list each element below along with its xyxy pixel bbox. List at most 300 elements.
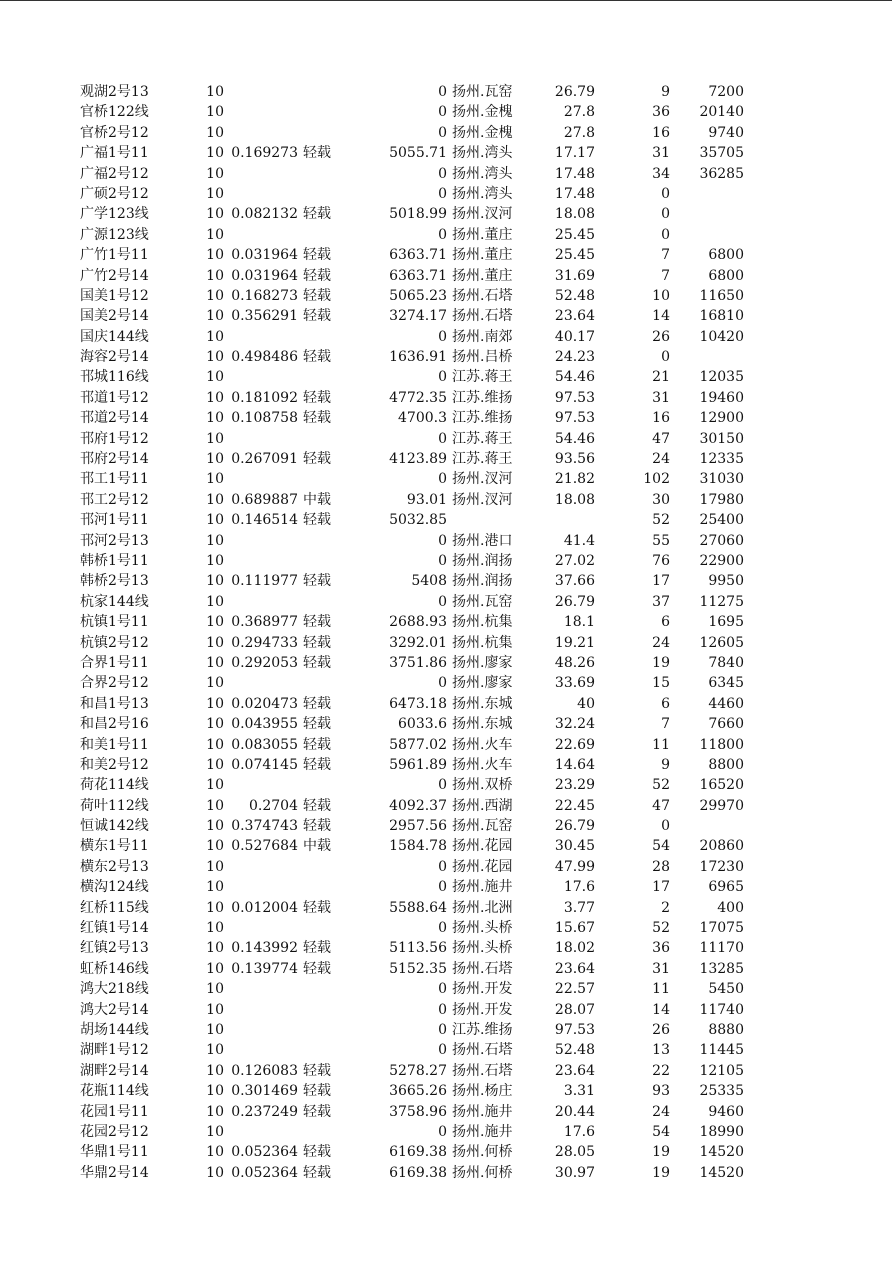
load-rate-cell: 0.031964 xyxy=(231,267,298,284)
substation-cell: 江苏.维扬 xyxy=(452,1021,513,1038)
load-status-cell: 轻载 xyxy=(303,287,331,304)
line-name-cell: 邗河2号13 xyxy=(80,532,149,549)
voltage-cell: 10 xyxy=(206,1103,224,1120)
count-cell: 9 xyxy=(661,84,670,100)
kva-cell: 18990 xyxy=(699,1123,744,1140)
substation-cell: 扬州.石塔 xyxy=(452,960,513,977)
capacity-cell: 0 xyxy=(438,879,447,896)
voltage-cell: 10 xyxy=(206,471,224,488)
substation-cell: 扬州.杭集 xyxy=(452,634,513,651)
table-row xyxy=(0,1163,892,1183)
substation-cell: 扬州.石塔 xyxy=(452,287,513,304)
load-rate-cell xyxy=(226,775,298,795)
voltage-cell: 10 xyxy=(206,185,224,202)
capacity-cell: 3274.17 xyxy=(389,308,447,325)
load-rate-cell xyxy=(226,1000,298,1020)
length-cell: 47.99 xyxy=(554,858,595,875)
load-status-cell xyxy=(303,1020,339,1040)
load-status-cell xyxy=(303,469,339,489)
line-name-cell: 邗府1号12 xyxy=(80,430,149,447)
length-cell: 22.45 xyxy=(554,797,595,814)
count-cell: 14 xyxy=(652,308,670,325)
voltage-cell: 10 xyxy=(206,552,224,569)
length-cell: 52.48 xyxy=(554,287,595,304)
line-name-cell: 杭镇2号12 xyxy=(80,634,149,651)
count-cell: 19 xyxy=(652,654,670,671)
length-cell: 23.64 xyxy=(554,960,595,977)
load-status-cell xyxy=(303,367,339,387)
kva-cell: 9740 xyxy=(708,124,744,141)
load-status-cell xyxy=(303,429,339,449)
substation-cell: 扬州.施井 xyxy=(452,1103,513,1120)
line-name-cell: 邗府2号14 xyxy=(80,451,149,468)
load-rate-cell: 0.356291 xyxy=(231,308,298,325)
line-name-cell: 海容2号14 xyxy=(80,349,149,366)
capacity-cell: 0 xyxy=(438,84,447,100)
count-cell: 47 xyxy=(652,797,670,814)
line-name-cell: 邗城116线 xyxy=(80,369,149,386)
table-row xyxy=(0,143,892,163)
count-cell: 2 xyxy=(661,899,670,916)
load-status-cell: 轻载 xyxy=(303,614,331,631)
length-cell: 17.17 xyxy=(554,145,595,162)
capacity-cell: 0 xyxy=(438,226,447,243)
table-row xyxy=(0,164,892,184)
line-name-cell: 合界1号11 xyxy=(80,654,149,671)
voltage-cell: 10 xyxy=(206,247,224,264)
line-name-cell: 合界2号12 xyxy=(80,675,149,692)
length-cell: 26.79 xyxy=(554,84,595,100)
load-status-cell xyxy=(303,82,339,102)
capacity-cell: 5065.23 xyxy=(389,287,447,304)
count-cell: 14 xyxy=(652,1001,670,1018)
table-row xyxy=(0,571,892,591)
voltage-cell: 10 xyxy=(206,981,224,998)
substation-cell: 扬州.汊河 xyxy=(452,471,513,488)
line-name-cell: 花园2号12 xyxy=(80,1123,149,1140)
substation-cell: 扬州.汊河 xyxy=(452,206,513,223)
length-cell: 28.05 xyxy=(554,1144,595,1161)
substation-cell: 扬州.杭集 xyxy=(452,614,513,631)
table-row xyxy=(0,551,892,571)
substation-cell: 扬州.润扬 xyxy=(452,552,513,569)
capacity-cell: 6473.18 xyxy=(389,695,447,712)
kva-cell: 19460 xyxy=(699,389,744,406)
voltage-cell: 10 xyxy=(206,328,224,345)
substation-cell: 扬州.董庄 xyxy=(452,247,513,264)
kva-cell: 9460 xyxy=(708,1103,744,1120)
load-rate-cell xyxy=(226,429,298,449)
load-status-cell: 轻载 xyxy=(303,756,331,773)
length-cell: 18.1 xyxy=(563,614,595,631)
count-cell: 24 xyxy=(652,634,670,651)
voltage-cell: 10 xyxy=(206,308,224,325)
line-name-cell: 杭镇1号11 xyxy=(80,614,149,631)
line-name-cell: 国美2号14 xyxy=(80,308,149,325)
line-name-cell: 广源123线 xyxy=(80,226,149,243)
load-rate-cell: 0.052364 xyxy=(231,1144,298,1161)
capacity-cell: 0 xyxy=(438,552,447,569)
voltage-cell: 10 xyxy=(206,756,224,773)
load-rate-cell: 0.498486 xyxy=(231,349,298,366)
capacity-cell: 5152.35 xyxy=(389,960,447,977)
line-name-cell: 湖畔2号14 xyxy=(80,1062,149,1079)
substation-cell: 扬州.金槐 xyxy=(452,124,513,141)
table-row xyxy=(0,673,892,693)
length-cell: 97.53 xyxy=(554,389,595,406)
capacity-cell: 1636.91 xyxy=(389,349,447,366)
voltage-cell: 10 xyxy=(206,369,224,386)
table-row xyxy=(0,408,892,428)
voltage-cell: 10 xyxy=(206,226,224,243)
count-cell: 7 xyxy=(661,716,670,733)
length-cell: 20.44 xyxy=(554,1103,595,1120)
length-cell: 54.46 xyxy=(554,369,595,386)
kva-cell: 35705 xyxy=(699,145,744,162)
length-cell: 97.53 xyxy=(554,1021,595,1038)
kva-cell: 12900 xyxy=(699,410,744,427)
substation-cell: 江苏.维扬 xyxy=(452,389,513,406)
load-status-cell: 轻载 xyxy=(303,695,331,712)
count-cell: 54 xyxy=(652,838,670,855)
capacity-cell: 5877.02 xyxy=(389,736,447,753)
count-cell: 9 xyxy=(661,756,670,773)
substation-cell: 扬州.杨庄 xyxy=(452,1083,513,1100)
load-rate-cell xyxy=(226,531,298,551)
load-status-cell xyxy=(303,918,339,938)
line-name-cell: 邗道2号14 xyxy=(80,410,149,427)
load-rate-cell: 0.043955 xyxy=(231,716,298,733)
voltage-cell: 10 xyxy=(206,145,224,162)
line-name-cell: 广福1号11 xyxy=(80,145,149,162)
load-status-cell xyxy=(303,979,339,999)
count-cell: 15 xyxy=(652,675,670,692)
voltage-cell: 10 xyxy=(206,736,224,753)
count-cell: 30 xyxy=(652,491,670,508)
capacity-cell: 93.01 xyxy=(406,491,447,508)
table-row xyxy=(0,184,892,204)
capacity-cell: 2688.93 xyxy=(389,614,447,631)
voltage-cell: 10 xyxy=(206,410,224,427)
count-cell: 52 xyxy=(652,920,670,937)
substation-cell: 江苏.蒋王 xyxy=(452,369,513,386)
capacity-cell: 5113.56 xyxy=(389,940,447,957)
line-name-cell: 红桥115线 xyxy=(80,899,149,916)
kva-cell: 4460 xyxy=(708,695,744,712)
table-row xyxy=(0,755,892,775)
substation-cell: 扬州.开发 xyxy=(452,1001,513,1018)
count-cell: 0 xyxy=(661,185,670,202)
table-row xyxy=(0,959,892,979)
capacity-cell: 0 xyxy=(438,675,447,692)
capacity-cell: 6033.6 xyxy=(398,716,447,733)
load-rate-cell xyxy=(226,877,298,897)
table-row xyxy=(0,735,892,755)
table-row xyxy=(0,1142,892,1162)
count-cell: 26 xyxy=(652,328,670,345)
load-status-cell xyxy=(303,184,339,204)
load-rate-cell: 0.143992 xyxy=(231,940,298,957)
voltage-cell: 10 xyxy=(206,1001,224,1018)
capacity-cell: 0 xyxy=(438,185,447,202)
capacity-cell: 0 xyxy=(438,858,447,875)
substation-cell: 扬州.西湖 xyxy=(452,797,513,814)
load-status-cell: 轻载 xyxy=(303,410,331,427)
load-rate-cell: 0.108758 xyxy=(231,410,298,427)
voltage-cell: 10 xyxy=(206,1144,224,1161)
count-cell: 6 xyxy=(661,614,670,631)
substation-cell: 扬州.花园 xyxy=(452,858,513,875)
line-name-cell: 邗道1号12 xyxy=(80,389,149,406)
kva-cell: 36285 xyxy=(699,165,744,182)
capacity-cell: 6363.71 xyxy=(389,247,447,264)
kva-cell: 16520 xyxy=(699,777,744,794)
table-row xyxy=(0,490,892,510)
kva-cell: 13285 xyxy=(699,960,744,977)
table-row xyxy=(0,102,892,122)
kva-cell: 11445 xyxy=(699,1042,744,1059)
kva-cell: 17230 xyxy=(699,858,744,875)
count-cell: 36 xyxy=(652,940,670,957)
substation-cell: 扬州.开发 xyxy=(452,981,513,998)
load-rate-cell: 0.082132 xyxy=(231,206,298,223)
count-cell: 17 xyxy=(652,573,670,590)
voltage-cell: 10 xyxy=(206,206,224,223)
capacity-cell: 5408 xyxy=(411,573,447,590)
load-rate-cell xyxy=(226,979,298,999)
table-row xyxy=(0,1061,892,1081)
kva-cell: 7840 xyxy=(708,654,744,671)
capacity-cell: 1584.78 xyxy=(389,838,447,855)
substation-cell: 扬州.头桥 xyxy=(452,920,513,937)
voltage-cell: 10 xyxy=(206,84,224,100)
table-row xyxy=(0,1040,892,1060)
voltage-cell: 10 xyxy=(206,389,224,406)
kva-cell: 6800 xyxy=(708,267,744,284)
count-cell: 31 xyxy=(652,389,670,406)
line-name-cell: 荷花114线 xyxy=(80,777,149,794)
load-status-cell xyxy=(303,592,339,612)
table-row xyxy=(0,653,892,673)
voltage-cell: 10 xyxy=(206,104,224,121)
kva-cell: 1695 xyxy=(708,614,744,631)
load-rate-cell xyxy=(226,469,298,489)
load-rate-cell: 0.169273 xyxy=(231,145,298,162)
kva-cell: 14520 xyxy=(699,1164,744,1181)
voltage-cell: 10 xyxy=(206,940,224,957)
load-status-cell: 轻载 xyxy=(303,1103,331,1120)
table-row xyxy=(0,979,892,999)
voltage-cell: 10 xyxy=(206,287,224,304)
spreadsheet-body xyxy=(0,82,892,1183)
load-status-cell: 轻载 xyxy=(303,267,331,284)
load-rate-cell xyxy=(226,123,298,143)
length-cell: 31.69 xyxy=(554,267,595,284)
line-name-cell: 华鼎2号14 xyxy=(80,1164,149,1181)
capacity-cell: 0 xyxy=(438,532,447,549)
kva-cell: 30150 xyxy=(699,430,744,447)
kva-cell: 12605 xyxy=(699,634,744,651)
table-row xyxy=(0,1081,892,1101)
kva-cell: 9950 xyxy=(708,573,744,590)
line-name-cell: 胡场144线 xyxy=(80,1021,149,1038)
kva-cell: 8880 xyxy=(708,1021,744,1038)
table-row xyxy=(0,857,892,877)
capacity-cell: 0 xyxy=(438,471,447,488)
line-name-cell: 红镇1号14 xyxy=(80,920,149,937)
kva-cell: 31030 xyxy=(699,471,744,488)
line-name-cell: 观湖2号13 xyxy=(80,84,149,100)
load-status-cell: 轻载 xyxy=(303,206,331,223)
count-cell: 52 xyxy=(652,777,670,794)
capacity-cell: 3758.96 xyxy=(389,1103,447,1120)
substation-cell: 扬州.石塔 xyxy=(452,1062,513,1079)
load-status-cell: 轻载 xyxy=(303,349,331,366)
table-row xyxy=(0,1000,892,1020)
length-cell: 26.79 xyxy=(554,593,595,610)
length-cell: 32.24 xyxy=(554,716,595,733)
length-cell: 54.46 xyxy=(554,430,595,447)
count-cell: 31 xyxy=(652,145,670,162)
voltage-cell: 10 xyxy=(206,512,224,529)
substation-cell: 扬州.东城 xyxy=(452,716,513,733)
capacity-cell: 5961.89 xyxy=(389,756,447,773)
kva-cell xyxy=(674,184,744,204)
capacity-cell: 4700.3 xyxy=(398,410,447,427)
line-name-cell: 横东2号13 xyxy=(80,858,149,875)
count-cell: 31 xyxy=(652,960,670,977)
load-rate-cell xyxy=(226,551,298,571)
load-status-cell xyxy=(303,673,339,693)
load-status-cell xyxy=(303,551,339,571)
kva-cell: 11650 xyxy=(699,287,744,304)
load-status-cell: 轻载 xyxy=(303,940,331,957)
length-cell: 3.31 xyxy=(563,1083,595,1100)
voltage-cell: 10 xyxy=(206,675,224,692)
substation-cell: 扬州.湾头 xyxy=(452,185,513,202)
table-row xyxy=(0,204,892,224)
count-cell: 102 xyxy=(643,471,670,488)
load-status-cell xyxy=(303,877,339,897)
voltage-cell: 10 xyxy=(206,573,224,590)
load-rate-cell: 0.527684 xyxy=(231,838,298,855)
count-cell: 11 xyxy=(652,981,670,998)
load-rate-cell: 0.301469 xyxy=(231,1083,298,1100)
table-row xyxy=(0,633,892,653)
line-name-cell: 恒诚142线 xyxy=(80,818,149,835)
voltage-cell: 10 xyxy=(206,777,224,794)
table-row xyxy=(0,123,892,143)
length-cell: 23.29 xyxy=(554,777,595,794)
length-cell: 52.48 xyxy=(554,1042,595,1059)
voltage-cell: 10 xyxy=(206,267,224,284)
kva-cell: 400 xyxy=(717,899,744,916)
load-rate-cell xyxy=(226,102,298,122)
table-row xyxy=(0,816,892,836)
kva-cell: 12105 xyxy=(699,1062,744,1079)
capacity-cell: 5018.99 xyxy=(389,206,447,223)
length-cell: 37.66 xyxy=(554,573,595,590)
line-name-cell: 邗河1号11 xyxy=(80,512,149,529)
kva-cell: 6345 xyxy=(708,675,744,692)
voltage-cell: 10 xyxy=(206,593,224,610)
voltage-cell: 10 xyxy=(206,614,224,631)
length-cell: 22.69 xyxy=(554,736,595,753)
length-cell: 41.4 xyxy=(563,532,595,549)
load-rate-cell xyxy=(226,327,298,347)
count-cell: 24 xyxy=(652,451,670,468)
length-cell: 48.26 xyxy=(554,654,595,671)
load-status-cell: 轻载 xyxy=(303,654,331,671)
count-cell: 26 xyxy=(652,1021,670,1038)
kva-cell: 11170 xyxy=(699,940,744,957)
line-name-cell: 和昌1号13 xyxy=(80,695,149,712)
length-cell: 33.69 xyxy=(554,675,595,692)
length-cell: 21.82 xyxy=(554,471,595,488)
substation-cell: 扬州.汊河 xyxy=(452,491,513,508)
table-row xyxy=(0,449,892,469)
load-rate-cell xyxy=(226,673,298,693)
substation-cell: 扬州.董庄 xyxy=(452,226,513,243)
load-status-cell: 轻载 xyxy=(303,1083,331,1100)
length-cell: 28.07 xyxy=(554,1001,595,1018)
load-status-cell: 中载 xyxy=(303,491,331,508)
length-cell: 17.48 xyxy=(554,165,595,182)
substation-cell: 扬州.何桥 xyxy=(452,1144,513,1161)
count-cell: 93 xyxy=(652,1083,670,1100)
table-row xyxy=(0,836,892,856)
load-rate-cell: 0.126083 xyxy=(231,1062,298,1079)
voltage-cell: 10 xyxy=(206,695,224,712)
length-cell: 22.57 xyxy=(554,981,595,998)
load-status-cell: 轻载 xyxy=(303,451,331,468)
load-rate-cell: 0.368977 xyxy=(231,614,298,631)
line-name-cell: 邗工2号12 xyxy=(80,491,149,508)
table-row xyxy=(0,286,892,306)
substation-cell: 扬州.施井 xyxy=(452,1123,513,1140)
kva-cell: 25400 xyxy=(699,512,744,529)
substation-cell: 扬州.润扬 xyxy=(452,573,513,590)
kva-cell xyxy=(674,204,744,224)
load-rate-cell: 0.012004 xyxy=(231,899,298,916)
load-status-cell: 轻载 xyxy=(303,634,331,651)
table-row xyxy=(0,796,892,816)
table-row xyxy=(0,1020,892,1040)
table-row xyxy=(0,225,892,245)
kva-cell: 20860 xyxy=(699,838,744,855)
line-name-cell: 广竹1号11 xyxy=(80,247,149,264)
capacity-cell: 2957.56 xyxy=(389,818,447,835)
capacity-cell: 4092.37 xyxy=(389,797,447,814)
kva-cell: 11275 xyxy=(699,593,744,610)
voltage-cell: 10 xyxy=(206,349,224,366)
load-status-cell: 轻载 xyxy=(303,960,331,977)
count-cell: 34 xyxy=(652,165,670,182)
substation-cell: 扬州.廖家 xyxy=(452,654,513,671)
table-row xyxy=(0,714,892,734)
line-name-cell: 花瓶114线 xyxy=(80,1083,149,1100)
load-status-cell xyxy=(303,123,339,143)
load-status-cell xyxy=(303,1000,339,1020)
length-cell: 23.64 xyxy=(554,1062,595,1079)
table-row xyxy=(0,918,892,938)
capacity-cell: 6169.38 xyxy=(389,1144,447,1161)
kva-cell: 17075 xyxy=(699,920,744,937)
line-name-cell: 鸿大2号14 xyxy=(80,1001,149,1018)
load-rate-cell: 0.052364 xyxy=(231,1164,298,1181)
count-cell: 37 xyxy=(652,593,670,610)
count-cell: 21 xyxy=(652,369,670,386)
